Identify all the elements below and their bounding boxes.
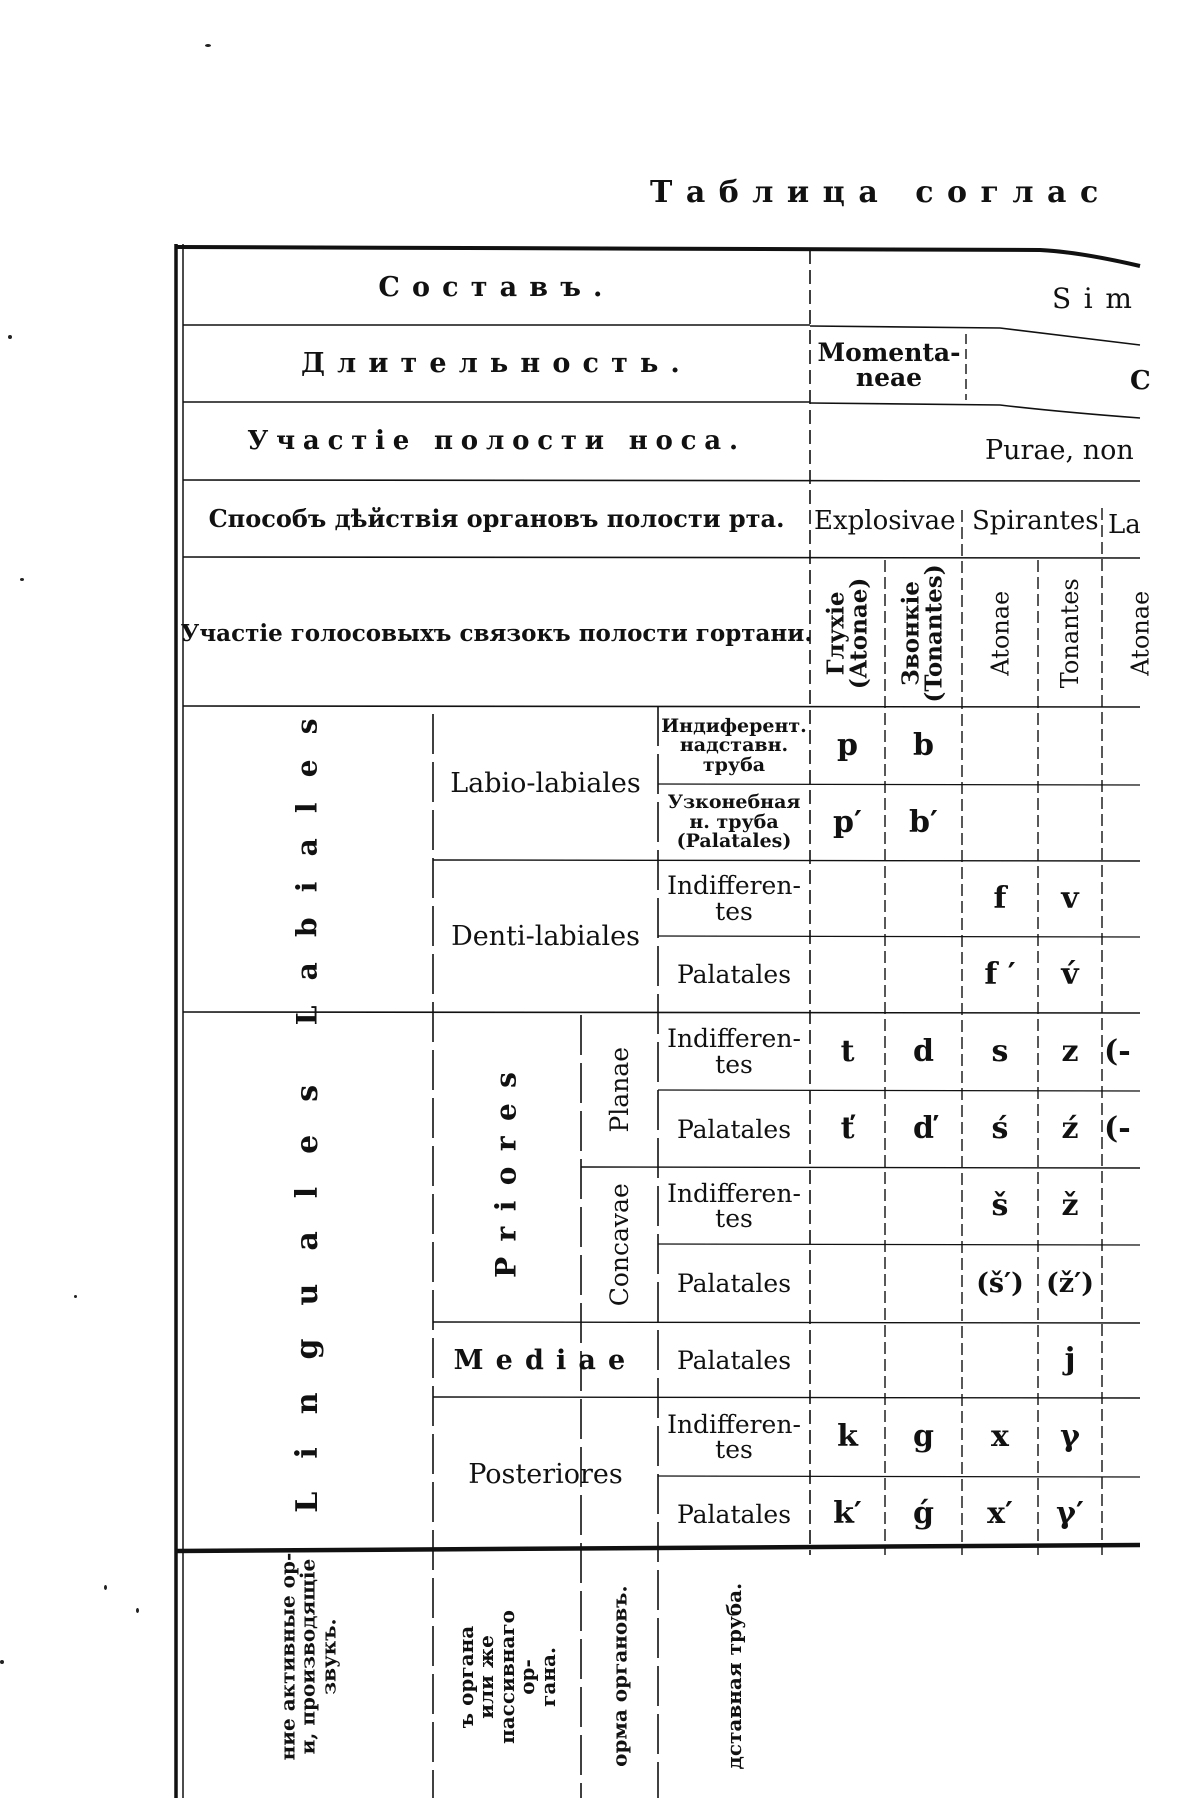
group-labio-labiales: Labio-labiales	[450, 768, 641, 799]
cell-r8-spirant-tonantes: (ž′)	[1045, 1268, 1094, 1299]
group-planae	[581, 1013, 658, 1167]
cell-r5-spirant-atonae: s	[991, 1033, 1009, 1069]
group-concavae	[581, 1168, 658, 1322]
footer-col3	[581, 1556, 658, 1798]
header-explosivae: Explosivae	[814, 506, 956, 536]
sub-indiff-planae: Indifferen- tes	[667, 1024, 801, 1079]
scan-speck	[205, 44, 211, 47]
cell-r10-explosive-atonae: k	[837, 1419, 858, 1454]
cell-r11-spirant-tonantes: γ′	[1056, 1496, 1084, 1531]
scan-speck	[8, 335, 12, 339]
header-dlitelnost: Длительность.	[301, 348, 692, 379]
header-sostav: Составъ.	[378, 272, 615, 303]
sub-palat-planae: Palatales	[676, 1114, 792, 1144]
sub-indiff-concavae: Indifferen- tes	[667, 1178, 801, 1233]
group-posteriores: Posteriores	[468, 1459, 623, 1490]
sub-indiff-ru: Индиферент. надставн. труба	[661, 714, 807, 776]
header-nos: Участіе полости носа.	[247, 426, 746, 456]
header-atonae2-text: Atonae	[1125, 590, 1154, 676]
cell-r5-explosive-atonae: t	[840, 1033, 855, 1069]
cell-r10-explosive-tonantes: g	[913, 1419, 934, 1454]
cell-r5-spirant-tonantes: z	[1061, 1033, 1079, 1069]
cell-r4-spirant-tonantes: v́	[1061, 956, 1079, 992]
footer-col4-text: дставная труба.	[721, 1582, 746, 1770]
header-spirantes: Spirantes	[972, 506, 1099, 536]
cell-r3-spirant-atonae: f	[993, 880, 1007, 916]
scan-speck	[74, 1295, 77, 1298]
header-dlit-value: C	[1130, 366, 1151, 396]
scan-speck	[136, 1608, 139, 1613]
sub-palat-ru: Узконебная н. труба (Palatales)	[667, 791, 801, 853]
sub-palat-posteriores: Palatales	[676, 1499, 792, 1529]
header-atonae	[962, 560, 1038, 706]
header-tonantes	[1038, 560, 1102, 706]
group-mediae: Mediae	[453, 1344, 638, 1376]
footer-col2	[433, 1556, 581, 1798]
group-planae-text: Planae	[604, 1047, 634, 1133]
cell-r7-spirant-atonae: š	[991, 1188, 1009, 1223]
header-zvonkie-text: Звонкіе (Tonantes)	[898, 563, 949, 703]
cell-r6-lateral: (-	[1104, 1111, 1131, 1146]
cell-r6-explosive-atonae: ť	[840, 1111, 855, 1146]
footer-col1-text: ние активные ор- и, производящіе звукъ.	[275, 1552, 341, 1761]
cell-r1-explosive-atonae: p	[837, 728, 858, 763]
header-tonantes-text: Tonantes	[1055, 578, 1084, 688]
group-linguales	[183, 1013, 433, 1551]
cell-r7-spirant-tonantes: ž	[1061, 1188, 1079, 1223]
sub-palat-concavae: Palatales	[676, 1269, 792, 1298]
header-gluhie	[810, 560, 885, 706]
footer-col3-text: орма органовъ.	[607, 1585, 632, 1767]
cell-r1-explosive-tonantes: b	[913, 728, 934, 763]
header-momentaneae: Momenta- neae	[817, 337, 961, 392]
group-concavae-text: Concavae	[604, 1183, 634, 1307]
header-la: La	[1108, 510, 1141, 540]
group-labiales-text: Labiales	[290, 693, 324, 1026]
cell-r2-explosive-tonantes: b′	[909, 804, 938, 840]
scan-speck	[0, 1660, 4, 1664]
sub-palat-denti: Palatales	[676, 960, 792, 989]
cell-r9-spirant-tonantes: j	[1064, 1342, 1076, 1377]
header-atonae-text: Atonae	[985, 590, 1014, 676]
group-labiales	[183, 693, 433, 1026]
header-gluhie-text: Глухіе (Atonae)	[822, 577, 873, 689]
cell-r10-spirant-tonantes: γ	[1060, 1419, 1080, 1454]
header-sposob: Способъ дѣйствія органовъ полости рта.	[208, 503, 785, 533]
cell-r6-spirant-tonantes: ź	[1061, 1111, 1079, 1146]
cell-r2-explosive-atonae: p′	[833, 804, 862, 840]
cell-r4-spirant-atonae: f ′	[984, 956, 1016, 992]
header-golos: Участіе голосовыхъ связокъ полости гортани.	[180, 619, 813, 647]
cell-r11-explosive-atonae: k′	[833, 1496, 862, 1531]
footer-col2-text: ъ органа или же пассивнаго ор- гана.	[454, 1610, 560, 1744]
cell-r6-explosive-tonantes: ď	[913, 1111, 934, 1146]
cell-r11-explosive-tonantes: ǵ	[913, 1496, 934, 1531]
header-nos-value: Purae, non	[985, 435, 1134, 466]
header-atonae2	[1102, 560, 1178, 706]
cell-r8-spirant-atonae: (š′)	[976, 1268, 1024, 1299]
cell-r11-spirant-atonae: x′	[987, 1496, 1013, 1531]
header-sostav-value: Sim	[1052, 282, 1145, 315]
sub-palat-mediae: Palatales	[676, 1345, 792, 1375]
group-linguales-text: Linguales	[289, 1051, 325, 1513]
cell-r10-spirant-atonae: x	[991, 1419, 1009, 1454]
group-priores	[433, 1013, 581, 1322]
group-denti-labiales: Denti-labiales	[451, 921, 640, 952]
cell-r5-lateral: (-	[1104, 1033, 1131, 1069]
footer-col4	[658, 1556, 810, 1798]
cell-r6-spirant-atonae: ś	[991, 1111, 1009, 1146]
group-priores-text: Priores	[489, 1056, 523, 1279]
cell-r3-spirant-tonantes: v	[1061, 880, 1079, 916]
sub-indiff-denti: Indifferen- tes	[667, 871, 801, 926]
scan-speck	[104, 1585, 107, 1590]
cell-r5-explosive-tonantes: d	[913, 1033, 934, 1069]
footer-col1	[183, 1552, 433, 1798]
scan-speck	[20, 578, 24, 581]
sub-indiff-posteriores: Indifferen- tes	[667, 1409, 801, 1464]
header-zvonkie	[885, 560, 962, 706]
table-title: Таблица соглас	[650, 175, 1112, 210]
